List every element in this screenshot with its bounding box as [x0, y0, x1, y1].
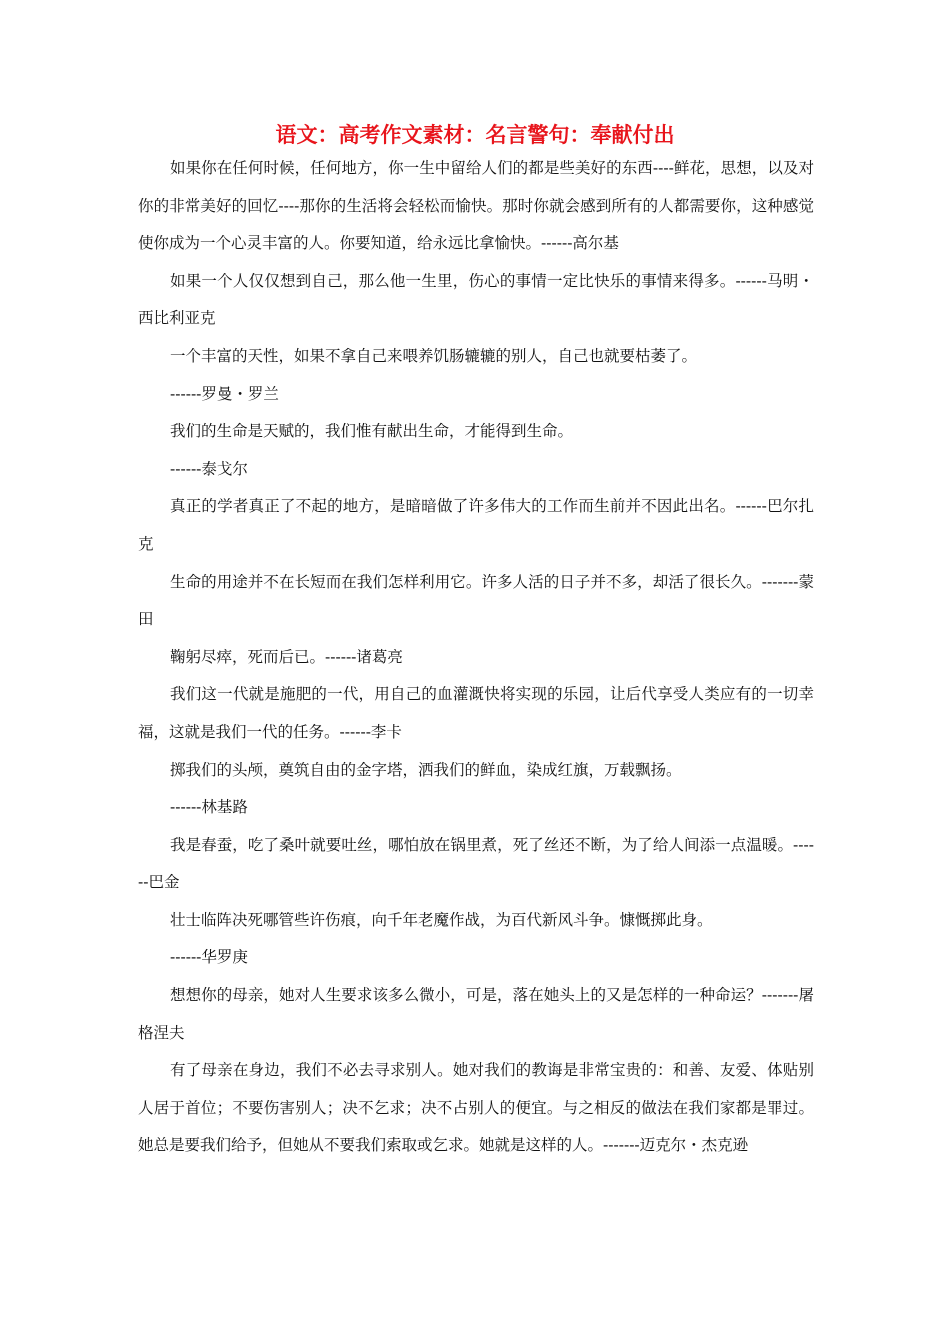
quote-attribution: ------泰戈尔	[170, 459, 248, 478]
document-body	[138, 150, 814, 1165]
quote-paragraph: 我们这一代就是施肥的一代，用自己的血灌溉快将实现的乐园，让后代享受人类应有的一切幸福，这就是我们一代的任务。------李卡	[138, 685, 814, 741]
quote-paragraph: 我们的生命是天赋的，我们惟有献出生命，才能得到生命。	[170, 422, 574, 441]
quote-paragraph: 掷我们的头颅，奠筑自由的金字塔，洒我们的鲜血，染成红旗，万载飘扬。	[170, 760, 682, 779]
quote-paragraph: 鞠躬尽瘁，死而后已。------诸葛亮	[170, 647, 403, 666]
quote-attribution: ------林基路	[170, 798, 248, 817]
quote-paragraph: 真正的学者真正了不起的地方，是暗暗做了许多伟大的工作而生前并不因此出名。------巴尔扎克	[138, 497, 814, 553]
quote-paragraph: 如果一个人仅仅想到自己，那么他一生里，伤心的事情一定比快乐的事情来得多。------马明・西比利亚克	[138, 271, 814, 328]
quote-paragraph: 想想你的母亲，她对人生要求该多么微小，可是，落在她头上的又是怎样的一种命运？-------屠格涅夫	[138, 986, 814, 1042]
document-title: 语文：高考作文素材：名言警句：奉献付出	[275, 122, 675, 147]
quote-paragraph: 一个丰富的天性，如果不拿自己来喂养饥肠辘辘的别人，自己也就要枯萎了。	[170, 346, 698, 365]
quote-paragraph: 壮士临阵决死哪管些许伤痕，向千年老魔作战，为百代新风斗争。慷慨掷此身。	[170, 910, 713, 929]
quote-attribution: ------华罗庚	[170, 948, 248, 967]
quote-paragraph: 有了母亲在身边，我们不必去寻求别人。她对我们的教诲是非常宝贵的：和善、友爱、体贴别人居于首位；不要伤害别人；决不乞求；决不占别人的便宜。与之相反的做法在我们家都是罪过。她总是要我们给予，但她从不要我们索取或乞求。她就是这样的人。-------迈克尔・杰克逊	[138, 1061, 814, 1155]
quote-attribution: ------罗曼・罗兰	[170, 384, 279, 403]
quote-paragraph: 如果你在任何时候，任何地方，你一生中留给人们的都是些美好的东西----鲜花，思想，以及对你的非常美好的回忆----那你的生活将会轻松而愉快。那时你就会感到所有的人都需要你，这种感觉使你成为一个心灵丰富的人。你要知道，给永远比拿愉快。------高尔基	[138, 159, 814, 253]
quote-paragraph: 我是春蚕，吃了桑叶就要吐丝，哪怕放在锅里煮，死了丝还不断，为了给人间添一点温暖。------巴金	[138, 835, 814, 892]
quote-paragraph: 生命的用途并不在长短而在我们怎样利用它。许多人活的日子并不多，却活了很长久。-------蒙田	[138, 572, 814, 629]
